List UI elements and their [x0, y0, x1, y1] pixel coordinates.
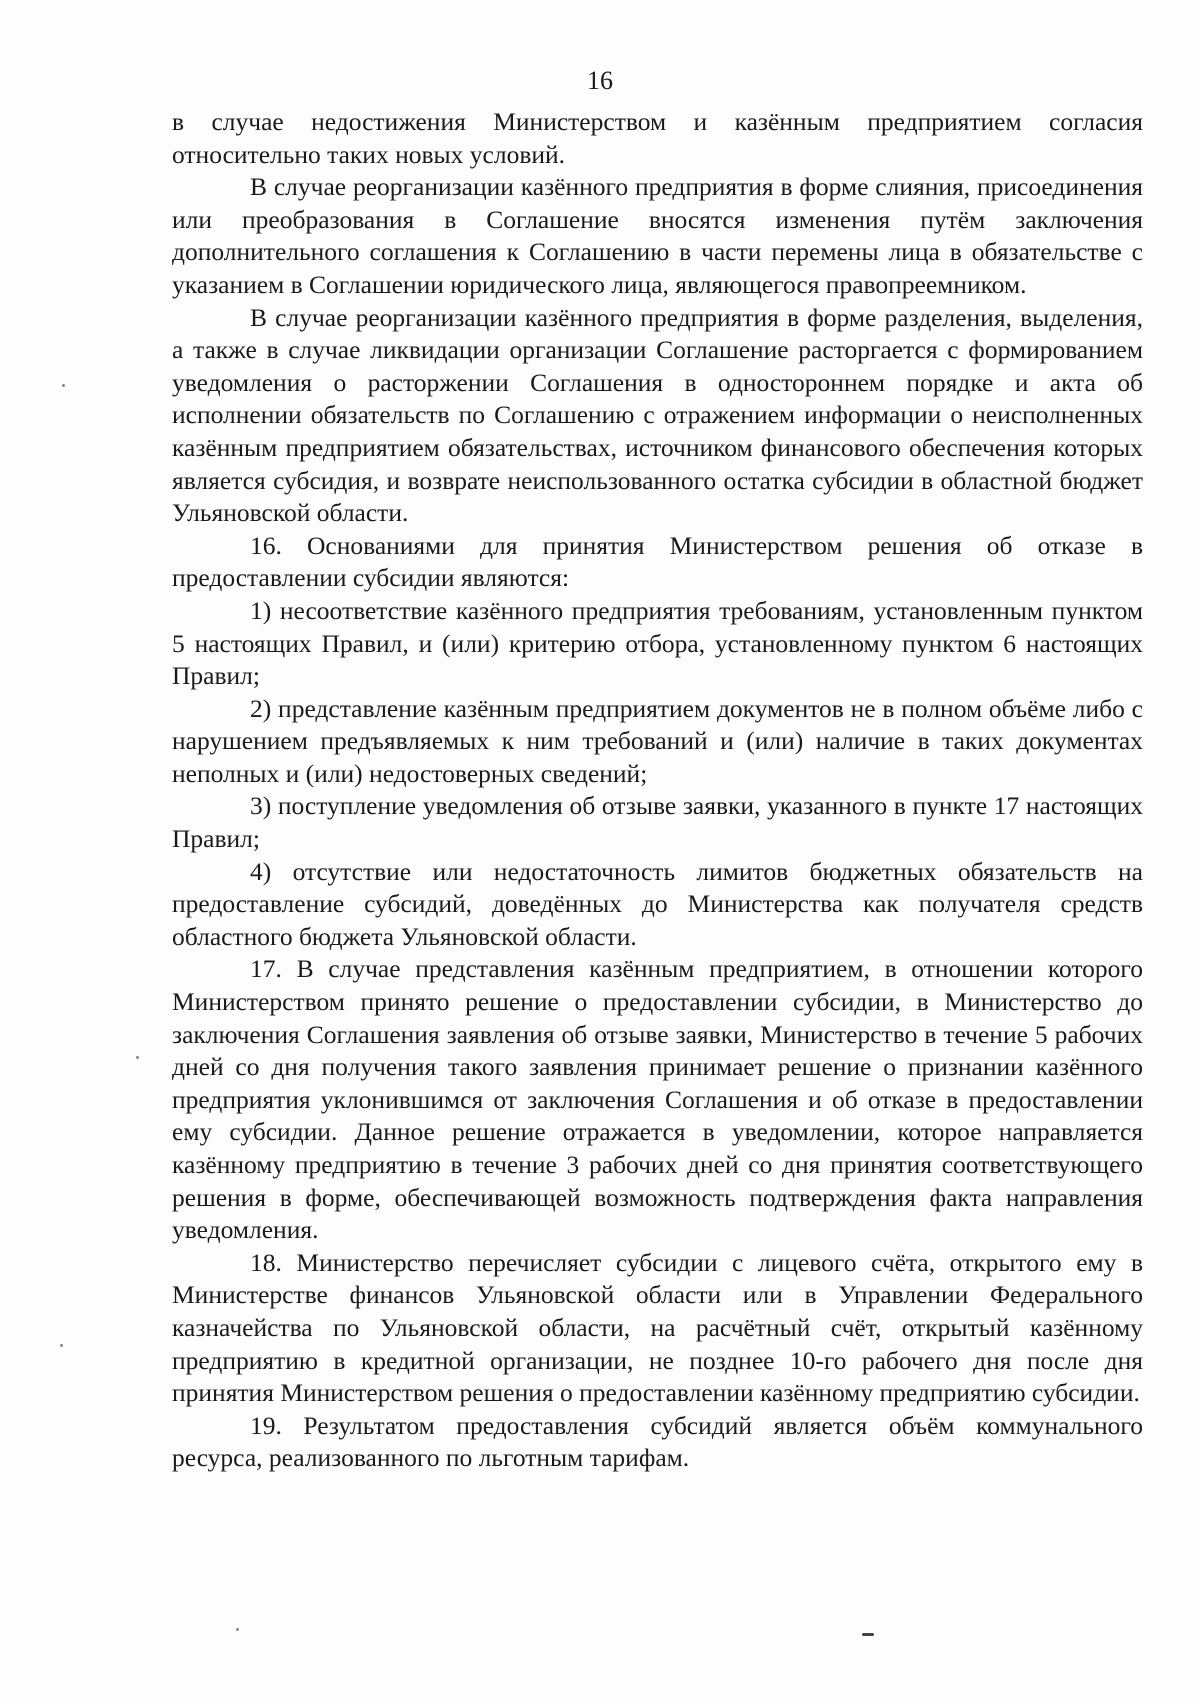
- page-number: 16: [587, 66, 613, 95]
- paragraph: В случае реорганизации казённого предприятия в форме разделения, выделения, а также в случае ликвидации организации Соглашение расторгается с формированием уведомления о расторжении Соглашения в одностороннем порядке и акта об исполнении обязательств по Соглашению с отражением информации о неисполненных казённым предприятием обязательствах, источником финансового обеспечения которых является субсидия, и возврате неиспользованного остатка субсидии в областной бюджет Ульяновской области.: [172, 302, 1143, 528]
- paragraph: В случае реорганизации казённого предприятия в форме слияния, присоединения или преобразования в Соглашение вносятся изменения путём заключения дополнительного соглашения к Соглашению в части перемены лица в обязательстве с указанием в Соглашении юридического лица, являющегося правопреемником.: [172, 172, 1143, 299]
- list-item: 1) несоответствие казённого предприятия требованиям, установленным пунктом 5 настоящих Правил, и (или) критерию отбора, установленному пунктом 6 настоящих Правил;: [172, 595, 1143, 691]
- list-item: 3) поступление уведомления об отзыве заявки, указанного в пункте 17 настоящих Правил;: [172, 791, 1143, 854]
- scan-speck: [136, 1056, 139, 1059]
- paragraph: в случае недостижения Министерством и казённым предприятием согласия относительно таких новых условий.: [172, 107, 1143, 169]
- paragraph-clause-17: 17. В случае представления казённым предприятием, в отношении которого Министерством принято решение о предоставлении субсидии, в Министерство до заключения Соглашения заявления об отзыве заявки, Министерство в течение 5 рабочих дней со дня получения такого заявления принимает решение о признании казённого предприятия уклонившимся от заключения Соглашения и об отказе в предоставлении ему субсидии. Данное решение отражается в уведомлении, которое направляется казённому предприятию в течение 3 рабочих дней со дня принятия соответствующего решения в форме, обеспечивающей возможность подтверждения факта направления уведомления.: [172, 954, 1143, 1245]
- scan-speck: [236, 1628, 239, 1631]
- document-body: [172, 106, 1143, 1475]
- scan-speck: [862, 1633, 874, 1636]
- list-item: 2) представление казённым предприятием документов не в полном объёме либо с нарушением предъявляемых к ним требований и (или) наличие в таких документах неполных и (или) недостоверных сведений;: [172, 693, 1143, 788]
- paragraph-clause-16: 16. Основаниями для принятия Министерством решения об отказе в предоставлении субсидии являются:: [172, 530, 1143, 593]
- scan-speck: [62, 384, 65, 387]
- paragraph-clause-18: 18. Министерство перечисляет субсидии с лицевого счёта, открытого ему в Министерстве финансов Ульяновской области или в Управлении Федерального казначейства по Ульяновской области, на расчётный счёт, открытый казённому предприятию в кредитной организации, не позднее 10-го рабочего дня после дня принятия Министерством решения о предоставлении казённому предприятию субсидии.: [172, 1247, 1143, 1408]
- scan-speck: [60, 1344, 63, 1347]
- paragraph-clause-19: 19. Результатом предоставления субсидий является объём коммунального ресурса, реализованного по льготным тарифам.: [172, 1410, 1143, 1473]
- list-item: 4) отсутствие или недостаточность лимитов бюджетных обязательств на предоставление субсидий, доведённых до Министерства как получателя средств областного бюджета Ульяновской области.: [172, 856, 1143, 951]
